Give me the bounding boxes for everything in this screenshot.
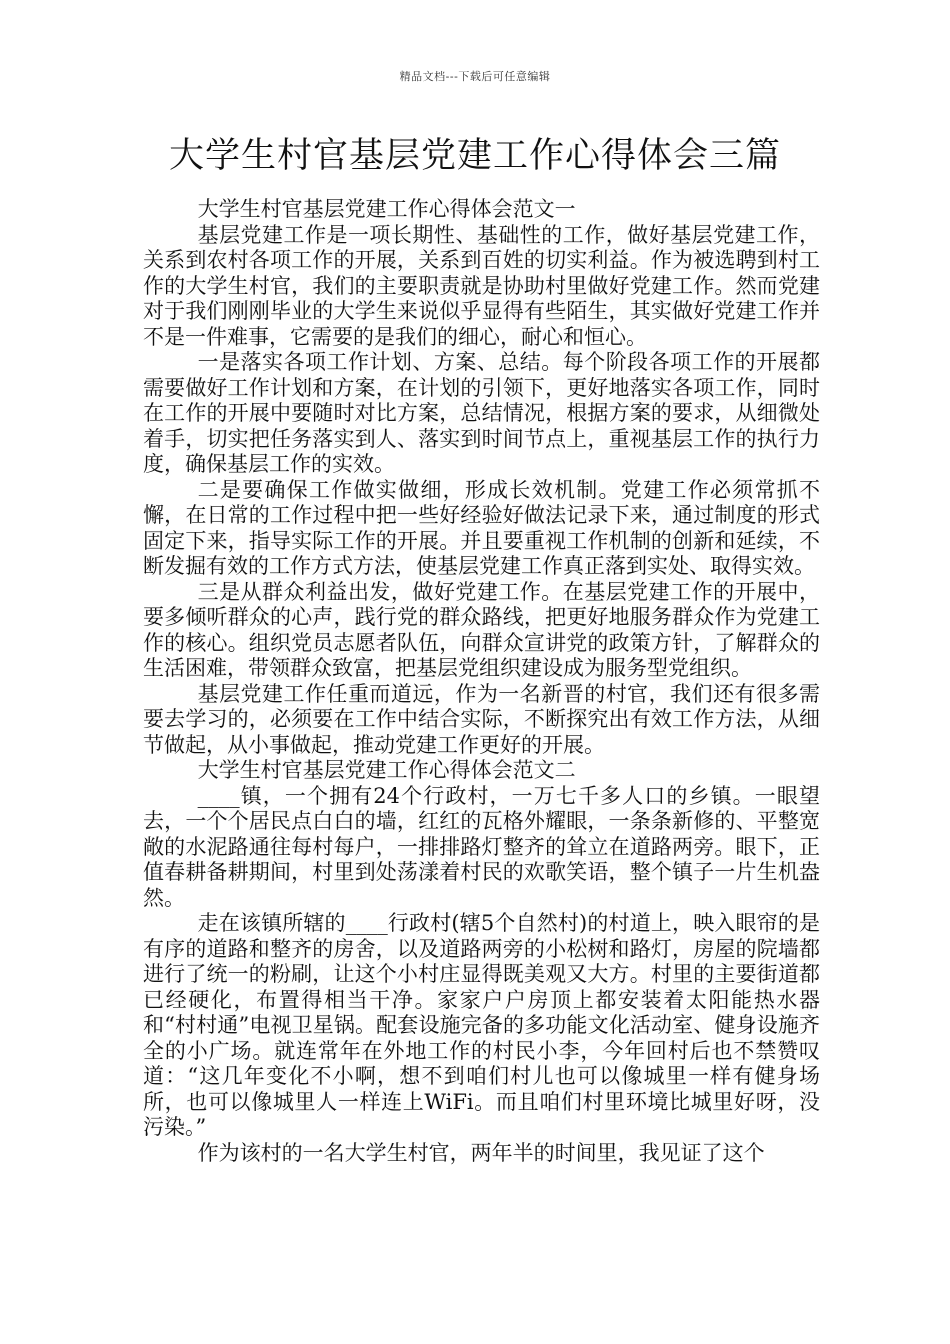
document-title: 大学生村官基层党建工作心得体会三篇 bbox=[168, 136, 781, 176]
paragraph: 基层党建工作任重而道远，作为一名新晋的村官，我们还有很多需要去学习的，必须要在工作中结合实际，不断探究出有效工作方法，从细节做起，从小事做起，推动党建工作更好的开展。 bbox=[143, 681, 820, 757]
paragraph: ____镇，一个拥有24个行政村，一万七千多人口的乡镇。一眼望去，一个个居民点白白的墙，红红的瓦格外耀眼，一条条新修的、平整宽敞的水泥路通往每村每户，一排排路灯整齐的耸立在道路两旁。眼下，正值春耕备耕期间，村里到处荡漾着村民的欢歌笑语，整个镇子一片生机盎然。 bbox=[143, 783, 820, 910]
paragraph: 二是要确保工作做实做细，形成长效机制。党建工作必须常抓不懈，在日常的工作过程中把一些好经验好做法记录下来，通过制度的形式固定下来，指导实际工作的开展。并且要重视工作机制的创新和延续，不断发掘有效的工作方式方法，使基层党建工作真正落到实处、取得实效。 bbox=[143, 477, 820, 578]
section-heading-2: 大学生村官基层党建工作心得体会范文二 bbox=[197, 758, 576, 782]
document-body bbox=[143, 197, 820, 1166]
paragraph: 作为该村的一名大学生村官，两年半的时间里，我见证了这个 bbox=[197, 1140, 765, 1165]
paragraph: 三是从群众利益出发，做好党建工作。在基层党建工作的开展中，要多倾听群众的心声，践行党的群众路线，把更好地服务群众作为党建工作的核心。组织党员志愿者队伍，向群众宣讲党的政策方针，了解群众的生活困难，带领群众致富，把基层党组织建设成为服务型党组织。 bbox=[143, 579, 820, 680]
paragraph: 一是落实各项工作计划、方案、总结。每个阶段各项工作的开展都需要做好工作计划和方案，在计划的引领下，更好地落实各项工作，同时在工作的开展中要随时对比方案，总结情况，根据方案的要求，从细微处着手，切实把任务落实到人、落实到时间节点上，重视基层工作的执行力度，确保基层工作的实效。 bbox=[143, 350, 820, 476]
paragraph: 走在该镇所辖的____行政村(辖5个自然村)的村道上，映入眼帘的是有序的道路和整齐的房舍，以及道路两旁的小松树和路灯，房屋的院墙都进行了统一的粉刷，让这个小村庄显得既美观又大方。村里的主要街道都已经硬化，布置得相当干净。家家户户房顶上都安装着太阳能热水器和“村村通”电视卫星锅。配套设施完备的多功能文化活动室、健身设施齐全的小广场。就连常年在外地工作的村民小李，今年回村后也不禁赞叹道：“这几年变化不小啊，想不到咱们村儿也可以像城里一样有健身场所，也可以像城里人一样连上WiFi。而且咱们村里环境比城里好呀，没污染。” bbox=[143, 911, 820, 1139]
paragraph: 基层党建工作是一项长期性、基础性的工作，做好基层党建工作，关系到农村各项工作的开展，关系到百姓的切实利益。作为被选聘到村工作的大学生村官，我们的主要职责就是协助村里做好党建工作。然而党建对于我们刚刚毕业的大学生来说似乎显得有些陌生，其实做好党建工作并不是一件难事，它需要的是我们的细心，耐心和恒心。 bbox=[143, 222, 820, 349]
header-note: 精品文档---下载后可任意编辑 bbox=[399, 70, 551, 83]
section-heading-1: 大学生村官基层党建工作心得体会范文一 bbox=[197, 197, 576, 221]
